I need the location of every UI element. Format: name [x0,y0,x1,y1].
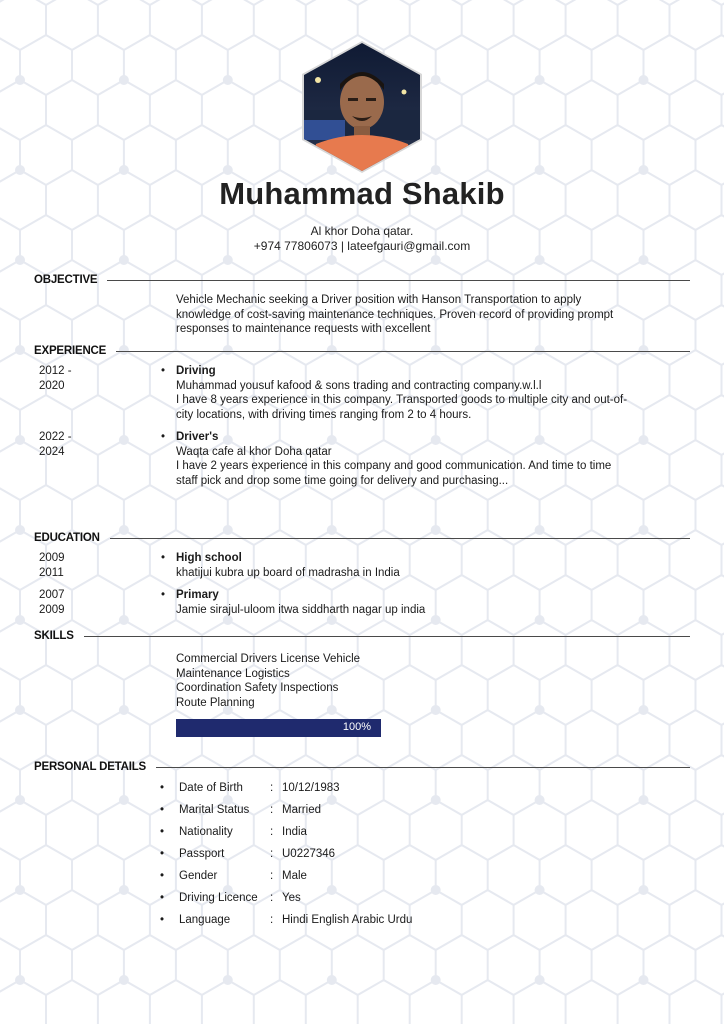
entry-years [39,588,99,617]
entry-body [176,364,690,422]
entry-line: Jamie sirajul-uloom itwa siddharth nagar up india [176,603,426,616]
entry-line: staff pick and drop some time going for delivery and purchasing... [176,474,509,487]
bullet-icon: • [160,782,165,794]
entry-body [176,588,690,617]
experience-heading [34,344,690,358]
bullet-icon: • [161,552,166,564]
year-to: 2011 [39,566,64,579]
bullet-icon: • [161,365,166,377]
entry-line: khatijui kubra up board of madrasha in India [176,566,400,579]
year-to: 2009 [39,603,65,616]
detail-key: Gender [179,870,218,882]
entry-body [176,430,690,488]
section-title: OBJECTIVE [34,274,98,286]
detail-key: Date of Birth [179,782,243,794]
year-from: 2009 [39,552,65,564]
personal-details-heading [34,760,690,774]
detail-row [160,781,560,803]
skill-level-label: 100% [342,721,371,733]
skill-level-bar [176,719,381,737]
section-title: EXPERIENCE [34,345,107,357]
skill-item: Maintenance Logistics [176,667,290,680]
entry-years [39,364,99,393]
skill-item: Coordination Safety Inspections [176,682,339,694]
detail-key: Nationality [179,826,233,838]
year-to: 2020 [39,379,65,392]
address: Al khor Doha qatar. [310,224,414,238]
bullet-icon: • [160,826,165,838]
section-title: EDUCATION [34,532,100,544]
year-from: 2022 - [39,431,72,443]
skill-item: Commercial Drivers License Vehicle [176,653,361,665]
detail-row [160,913,560,935]
detail-key: Language [179,914,231,926]
objective-line: Vehicle Mechanic seeking a Driver position with Hanson Transportation to apply [176,294,582,306]
detail-value: 10/12/1983 [282,782,340,794]
year-from: 2007 [39,589,65,601]
detail-value: Male [282,870,307,882]
objective-line: knowledge of cost-saving maintenance techniques. Proven record of providing prompt [176,308,614,321]
detail-separator: : [270,848,274,860]
profile-photo [300,40,424,174]
detail-separator: : [270,914,274,926]
entry-line: I have 8 years experience in this company. Transported goods to multiple city and out-of- [176,394,628,406]
detail-row [160,869,560,891]
section-divider [156,767,690,768]
detail-key: Driving Licence [179,892,258,904]
section-divider [110,538,690,539]
detail-separator: : [270,826,274,838]
detail-separator: : [270,804,274,816]
personal-details-list [160,781,560,935]
detail-row [160,891,560,913]
detail-value: U0227346 [282,848,336,860]
detail-key: Passport [179,848,225,860]
detail-row [160,847,560,869]
skills-list [176,652,476,710]
objective-text [176,293,686,337]
candidate-name: Muhammad Shakib [219,176,505,211]
education-heading [34,531,690,545]
entry-title: Driver's [176,431,219,443]
entry-line: I have 2 years experience in this company and good communication. And time to time [176,460,612,472]
entry-line: Muhammad yousuf kafood & sons trading and contracting company.w.l.l [176,379,542,392]
detail-row [160,803,560,825]
detail-separator: : [270,782,274,794]
detail-value: India [282,826,307,838]
detail-separator: : [270,870,274,882]
skills-heading [34,629,690,643]
entry-title: Driving [176,365,216,377]
skill-item: Route Planning [176,696,255,709]
entry-title: High school [176,552,242,564]
detail-value: Married [282,804,321,816]
bullet-icon: • [161,589,166,601]
contact-info: +974 77806073 | lateefgauri@gmail.com [253,239,471,253]
year-from: 2012 - [39,365,72,377]
entry-years [39,430,99,459]
entry-years [39,551,99,580]
entry-title: Primary [176,589,219,601]
bullet-icon: • [160,892,165,904]
section-divider [84,636,690,637]
profile-photo-hexagon [300,40,424,174]
detail-separator: : [270,892,274,904]
entry-line: Waqta cafe al khor Doha qatar [176,445,332,458]
section-divider [116,351,690,352]
section-divider [107,280,690,281]
entry-body [176,551,690,580]
entry-line: city locations, with driving times ranging from 2 to 4 hours. [176,408,472,421]
section-title: PERSONAL DETAILS [34,761,147,773]
bullet-icon: • [160,914,165,926]
detail-value: Hindi English Arabic Urdu [282,914,413,926]
bullet-icon: • [160,804,165,816]
detail-key: Marital Status [179,804,250,816]
year-to: 2024 [39,445,65,458]
detail-value: Yes [282,892,301,904]
bullet-icon: • [161,431,166,443]
bullet-icon: • [160,870,165,882]
objective-line: responses to maintenance requests with excellent [176,323,431,335]
objective-heading [34,273,690,287]
detail-row [160,825,560,847]
section-title: SKILLS [34,630,74,642]
bullet-icon: • [160,848,165,860]
